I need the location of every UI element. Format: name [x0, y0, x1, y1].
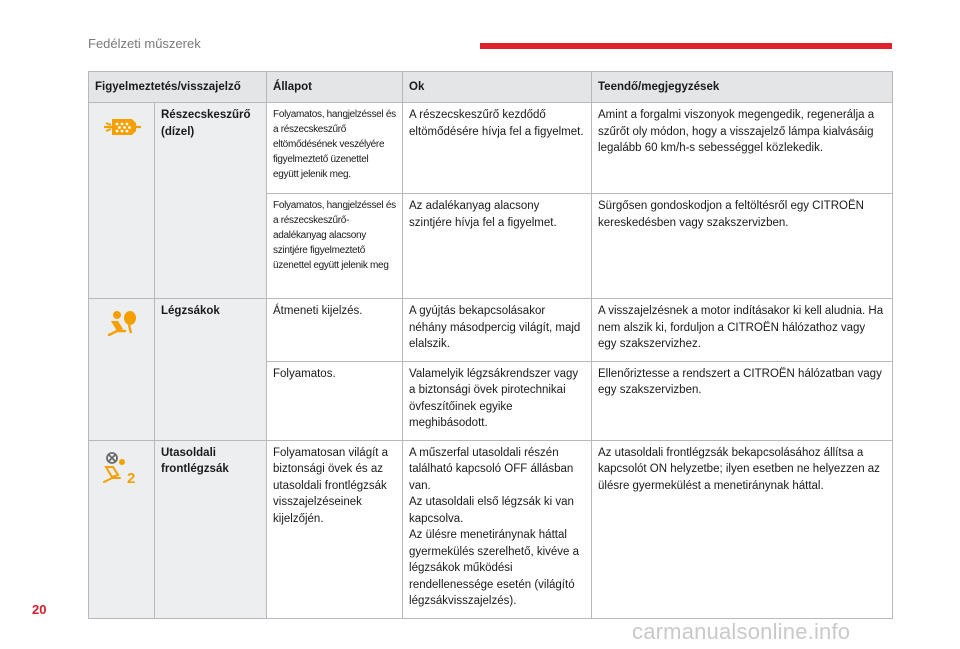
watermark: carmanualsonline.info — [632, 619, 851, 644]
state-cell: Folyamatos, hangjelzéssel és a részecskeszűrő eltömődésének veszélyére figyelmeztető üzenettel együtt jelenik meg. — [267, 103, 403, 194]
page-number: 20 — [32, 602, 47, 617]
action-cell: Ellenőriztesse a rendszert a CITROËN hálózatban vagy egy szakszervizben. — [592, 361, 893, 440]
passenger-airbag-off-icon — [102, 451, 142, 485]
action-cell: Sürgősen gondoskodjon a feltöltésről egy CITROËN kereskedésben vagy szakszervizben. — [592, 194, 893, 299]
cause-cell: Az adalékanyag alacsony szintjére hívja fel a figyelmet. — [403, 194, 592, 299]
table-row — [89, 440, 893, 618]
column-header-action: Teendő/megjegyzések — [592, 72, 893, 103]
warning-name-particle-filter: Részecskeszűrő (dízel) — [155, 103, 267, 299]
cause-cell: A gyújtás bekapcsolásakor néhány másodpercig világít, majd elalszik. — [403, 299, 592, 362]
action-cell: Az utasoldali frontlégzsák bekapcsolásához állítsa a kapcsolót ON helyzetbe; ilyen esetben ne helyezzen az ülésre gyermekülést a menetiránynak háttal. — [592, 440, 893, 618]
warning-name-passenger-airbag: Utasoldali frontlégzsák — [155, 440, 267, 618]
table-row — [89, 299, 893, 362]
section-title: Fedélzeti műszerek — [88, 36, 201, 51]
airbag-icon-cell — [89, 299, 155, 441]
cause-cell: Valamelyik légzsákrendszer vagy a biztonsági övek pirotechnikai övfeszítőinek egyike meghibásodott. — [403, 361, 592, 440]
cause-cell: A részecskeszűrő kezdődő eltömődésére hívja fel a figyelmet. — [403, 103, 592, 194]
action-cell: Amint a forgalmi viszonyok megengedik, regenerálja a szűrőt oly módon, hogy a visszajelző lámpa kialvásáig legalább 60 km/h-s sebességgel közlekedik. — [592, 103, 893, 194]
cause-cell: A műszerfal utasoldali részén található kapcsoló OFF állásban van. Az utasoldali első légzsák ki van kapcsolva. Az ülésre menetiránynak háttal gyermekülés szerelhető, kivéve a légzsákok működési rendellenessége esetén (világító légzsákvisszajelzés). — [403, 440, 592, 618]
action-cell: A visszajelzésnek a motor indításakor ki kell aludnia. Ha nem alszik ki, forduljon a CITROËN hálózathoz vagy egy szakszervizhez. — [592, 299, 893, 362]
table-row — [89, 103, 893, 194]
column-header-cause: Ok — [403, 72, 592, 103]
state-cell: Folyamatos. — [267, 361, 403, 440]
warning-name-airbags: Légzsákok — [155, 299, 267, 441]
particle-filter-icon-cell — [89, 103, 155, 299]
airbag-icon-digit: 2 — [126, 469, 135, 485]
particle-filter-icon — [102, 113, 142, 141]
warning-lights-table — [88, 71, 893, 619]
header-accent-rule — [480, 43, 892, 49]
airbag-icon — [105, 309, 139, 339]
state-cell: Folyamatosan világít a biztonsági övek és az utasoldali frontlégzsák visszajelzéseinek kijelzőjén. — [267, 440, 403, 618]
column-header-warning: Figyelmeztetés/visszajelző — [89, 72, 267, 103]
passenger-airbag-icon-cell — [89, 440, 155, 618]
state-cell: Átmeneti kijelzés. — [267, 299, 403, 362]
state-cell: Folyamatos, hangjelzéssel és a részecskeszűrő-adalékanyag alacsony szintjére figyelmeztető üzenettel együtt jelenik meg — [267, 194, 403, 299]
column-header-state: Állapot — [267, 72, 403, 103]
table-header-row — [89, 72, 893, 103]
